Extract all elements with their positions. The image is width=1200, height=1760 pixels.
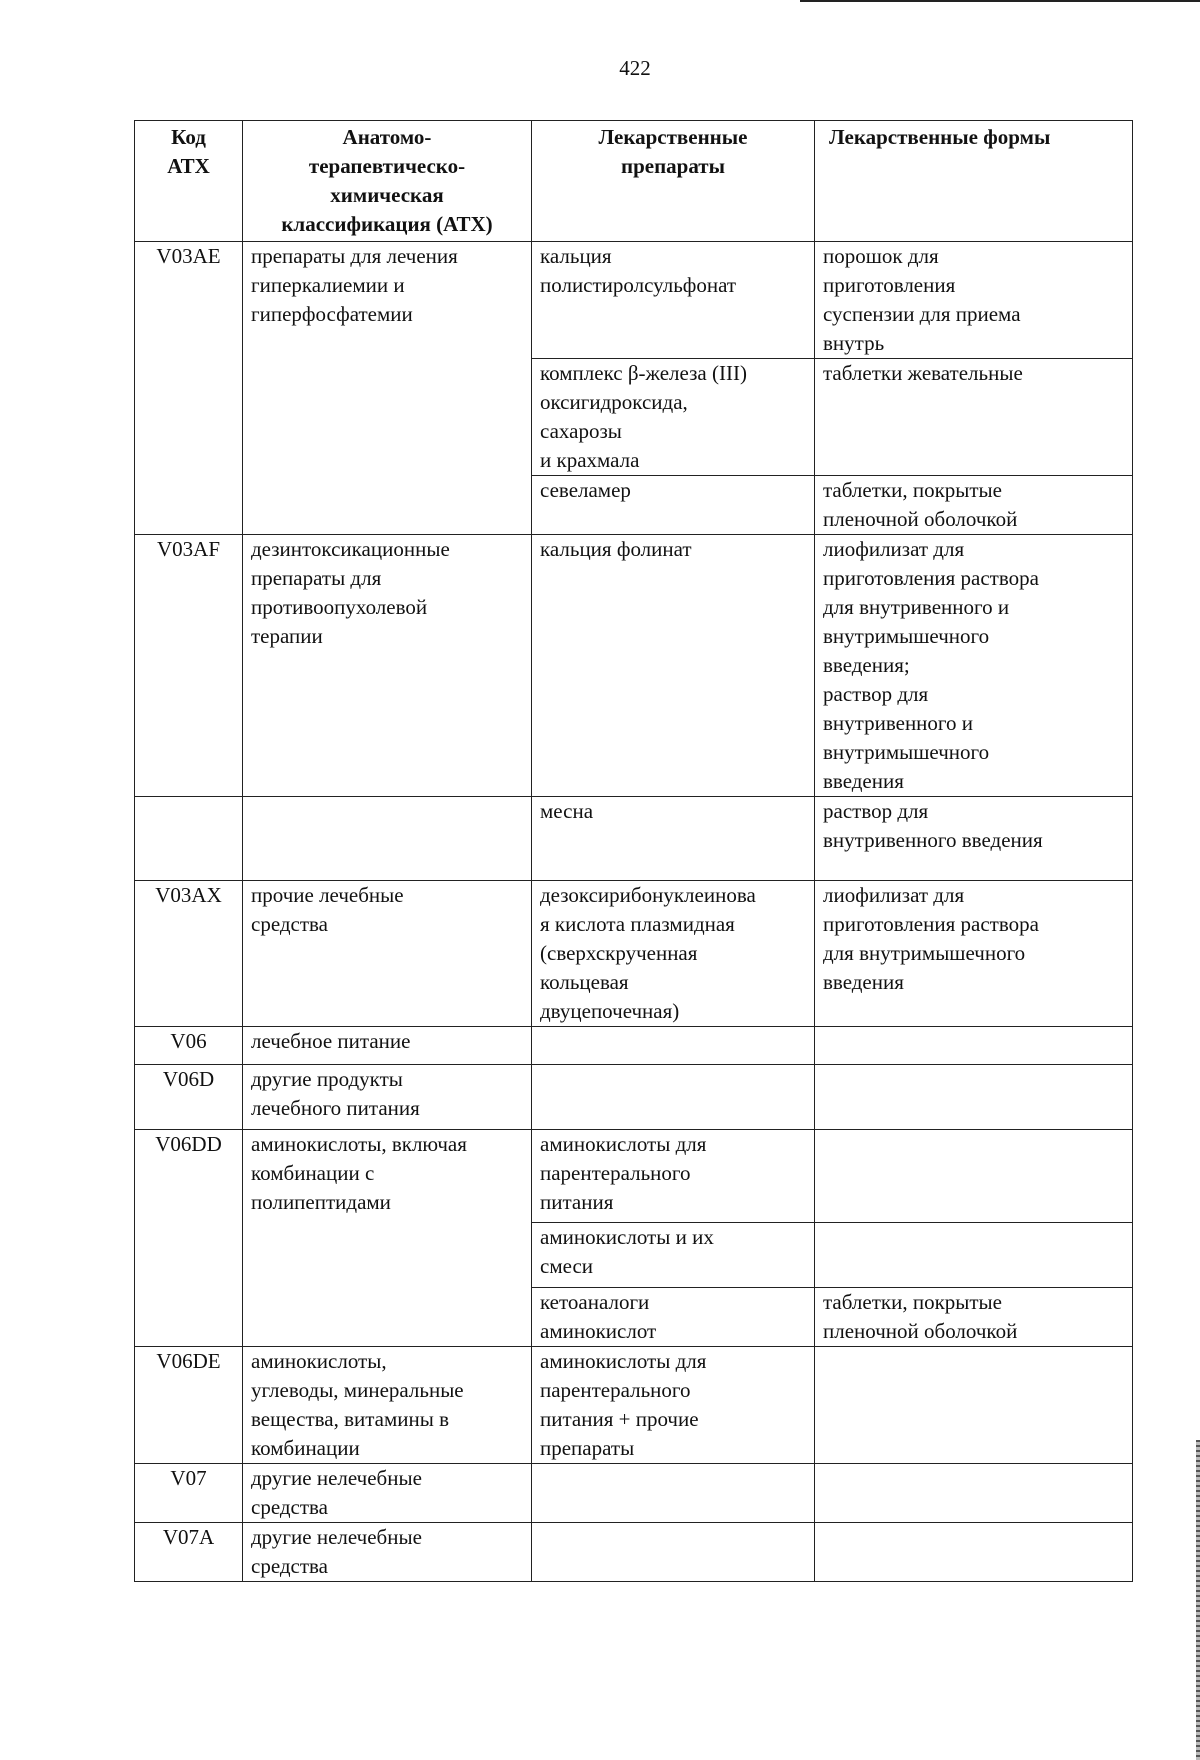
- atx-code-cell: V03AX: [135, 881, 243, 1027]
- form-cell: таблетки, покрытые пленочной оболочкой: [815, 1288, 1133, 1347]
- form-cell: [815, 1464, 1133, 1523]
- classification-cell: прочие лечебные средства: [243, 881, 532, 1027]
- drug-cell: аминокислоты для парентерального питания + прочие препараты: [532, 1347, 815, 1464]
- atx-code-cell: V07A: [135, 1523, 243, 1582]
- atx-code-cell: V07: [135, 1464, 243, 1523]
- form-cell: лиофилизат для приготовления раствора для внутривенного и внутримышечного введения; раствор для внутривенного и внутримышечного введения: [815, 535, 1133, 797]
- classification-cell: лечебное питание: [243, 1027, 532, 1065]
- drug-cell: комплекс β-железа (III) оксигидроксида, сахарозы и крахмала: [532, 359, 815, 476]
- table-row: [135, 1027, 1133, 1065]
- form-cell: раствор для внутривенного введения: [815, 797, 1133, 881]
- atx-code-cell: V03AE: [135, 242, 243, 535]
- atx-code-cell: [135, 797, 243, 881]
- drug-cell: кальция полистиролсульфонат: [532, 242, 815, 359]
- table-row: [135, 535, 1133, 797]
- form-cell: порошок для приготовления суспензии для приема внутрь: [815, 242, 1133, 359]
- form-cell: лиофилизат для приготовления раствора для внутримышечного введения: [815, 881, 1133, 1027]
- form-cell: таблетки, покрытые пленочной оболочкой: [815, 476, 1133, 535]
- drug-cell: [532, 1523, 815, 1582]
- table-row: [135, 1347, 1133, 1464]
- classification-cell: другие нелечебные средства: [243, 1523, 532, 1582]
- header-drugs: Лекарственные препараты: [532, 121, 815, 242]
- form-cell: [815, 1027, 1133, 1065]
- form-cell: таблетки жевательные: [815, 359, 1133, 476]
- header-forms: Лекарственные формы: [815, 121, 1133, 242]
- header-classification: Анатомо- терапевтическо- химическая классификация (АТХ): [243, 121, 532, 242]
- atx-code-cell: V06DE: [135, 1347, 243, 1464]
- scan-edge: [1196, 1440, 1200, 1760]
- header-code: Код АТХ: [135, 121, 243, 242]
- atx-code-cell: V06D: [135, 1065, 243, 1130]
- drug-cell: аминокислоты для парентерального питания: [532, 1130, 815, 1223]
- form-cell: [815, 1065, 1133, 1130]
- drug-cell: [532, 1065, 815, 1130]
- table-row: [135, 1523, 1133, 1582]
- table-body: [135, 242, 1133, 1582]
- classification-cell: дезинтоксикационные препараты для противоопухолевой терапии: [243, 535, 532, 797]
- form-cell: [815, 1130, 1133, 1223]
- classification-cell: аминокислоты, углеводы, минеральные вещества, витамины в комбинации: [243, 1347, 532, 1464]
- drug-cell: дезоксирибонуклеинова я кислота плазмидная (сверхскрученная кольцевая двуцепочечная): [532, 881, 815, 1027]
- table-row: [135, 797, 1133, 881]
- table-row: [135, 1464, 1133, 1523]
- atx-code-cell: V06DD: [135, 1130, 243, 1347]
- classification-cell: [243, 797, 532, 881]
- drug-cell: [532, 1464, 815, 1523]
- table-header: [135, 121, 1133, 242]
- drug-cell: месна: [532, 797, 815, 881]
- drug-cell: севеламер: [532, 476, 815, 535]
- form-cell: [815, 1523, 1133, 1582]
- atx-code-cell: V03AF: [135, 535, 243, 797]
- classification-cell: другие нелечебные средства: [243, 1464, 532, 1523]
- table-row: [135, 1130, 1133, 1223]
- table-row: [135, 881, 1133, 1027]
- form-cell: [815, 1347, 1133, 1464]
- atx-code-cell: V06: [135, 1027, 243, 1065]
- atx-table: [134, 120, 1133, 1582]
- drug-cell: кальция фолинат: [532, 535, 815, 797]
- table-row: [135, 1065, 1133, 1130]
- table-row: [135, 242, 1133, 359]
- drug-cell: кетоаналоги аминокислот: [532, 1288, 815, 1347]
- classification-cell: другие продукты лечебного питания: [243, 1065, 532, 1130]
- drug-cell: [532, 1027, 815, 1065]
- header-row: [135, 121, 1133, 242]
- page-number: 422: [619, 56, 651, 80]
- drug-cell: аминокислоты и их смеси: [532, 1223, 815, 1288]
- classification-cell: аминокислоты, включая комбинации с полипептидами: [243, 1130, 532, 1347]
- top-border-line: [800, 0, 1200, 2]
- form-cell: [815, 1223, 1133, 1288]
- classification-cell: препараты для лечения гиперкалиемии и гиперфосфатемии: [243, 242, 532, 535]
